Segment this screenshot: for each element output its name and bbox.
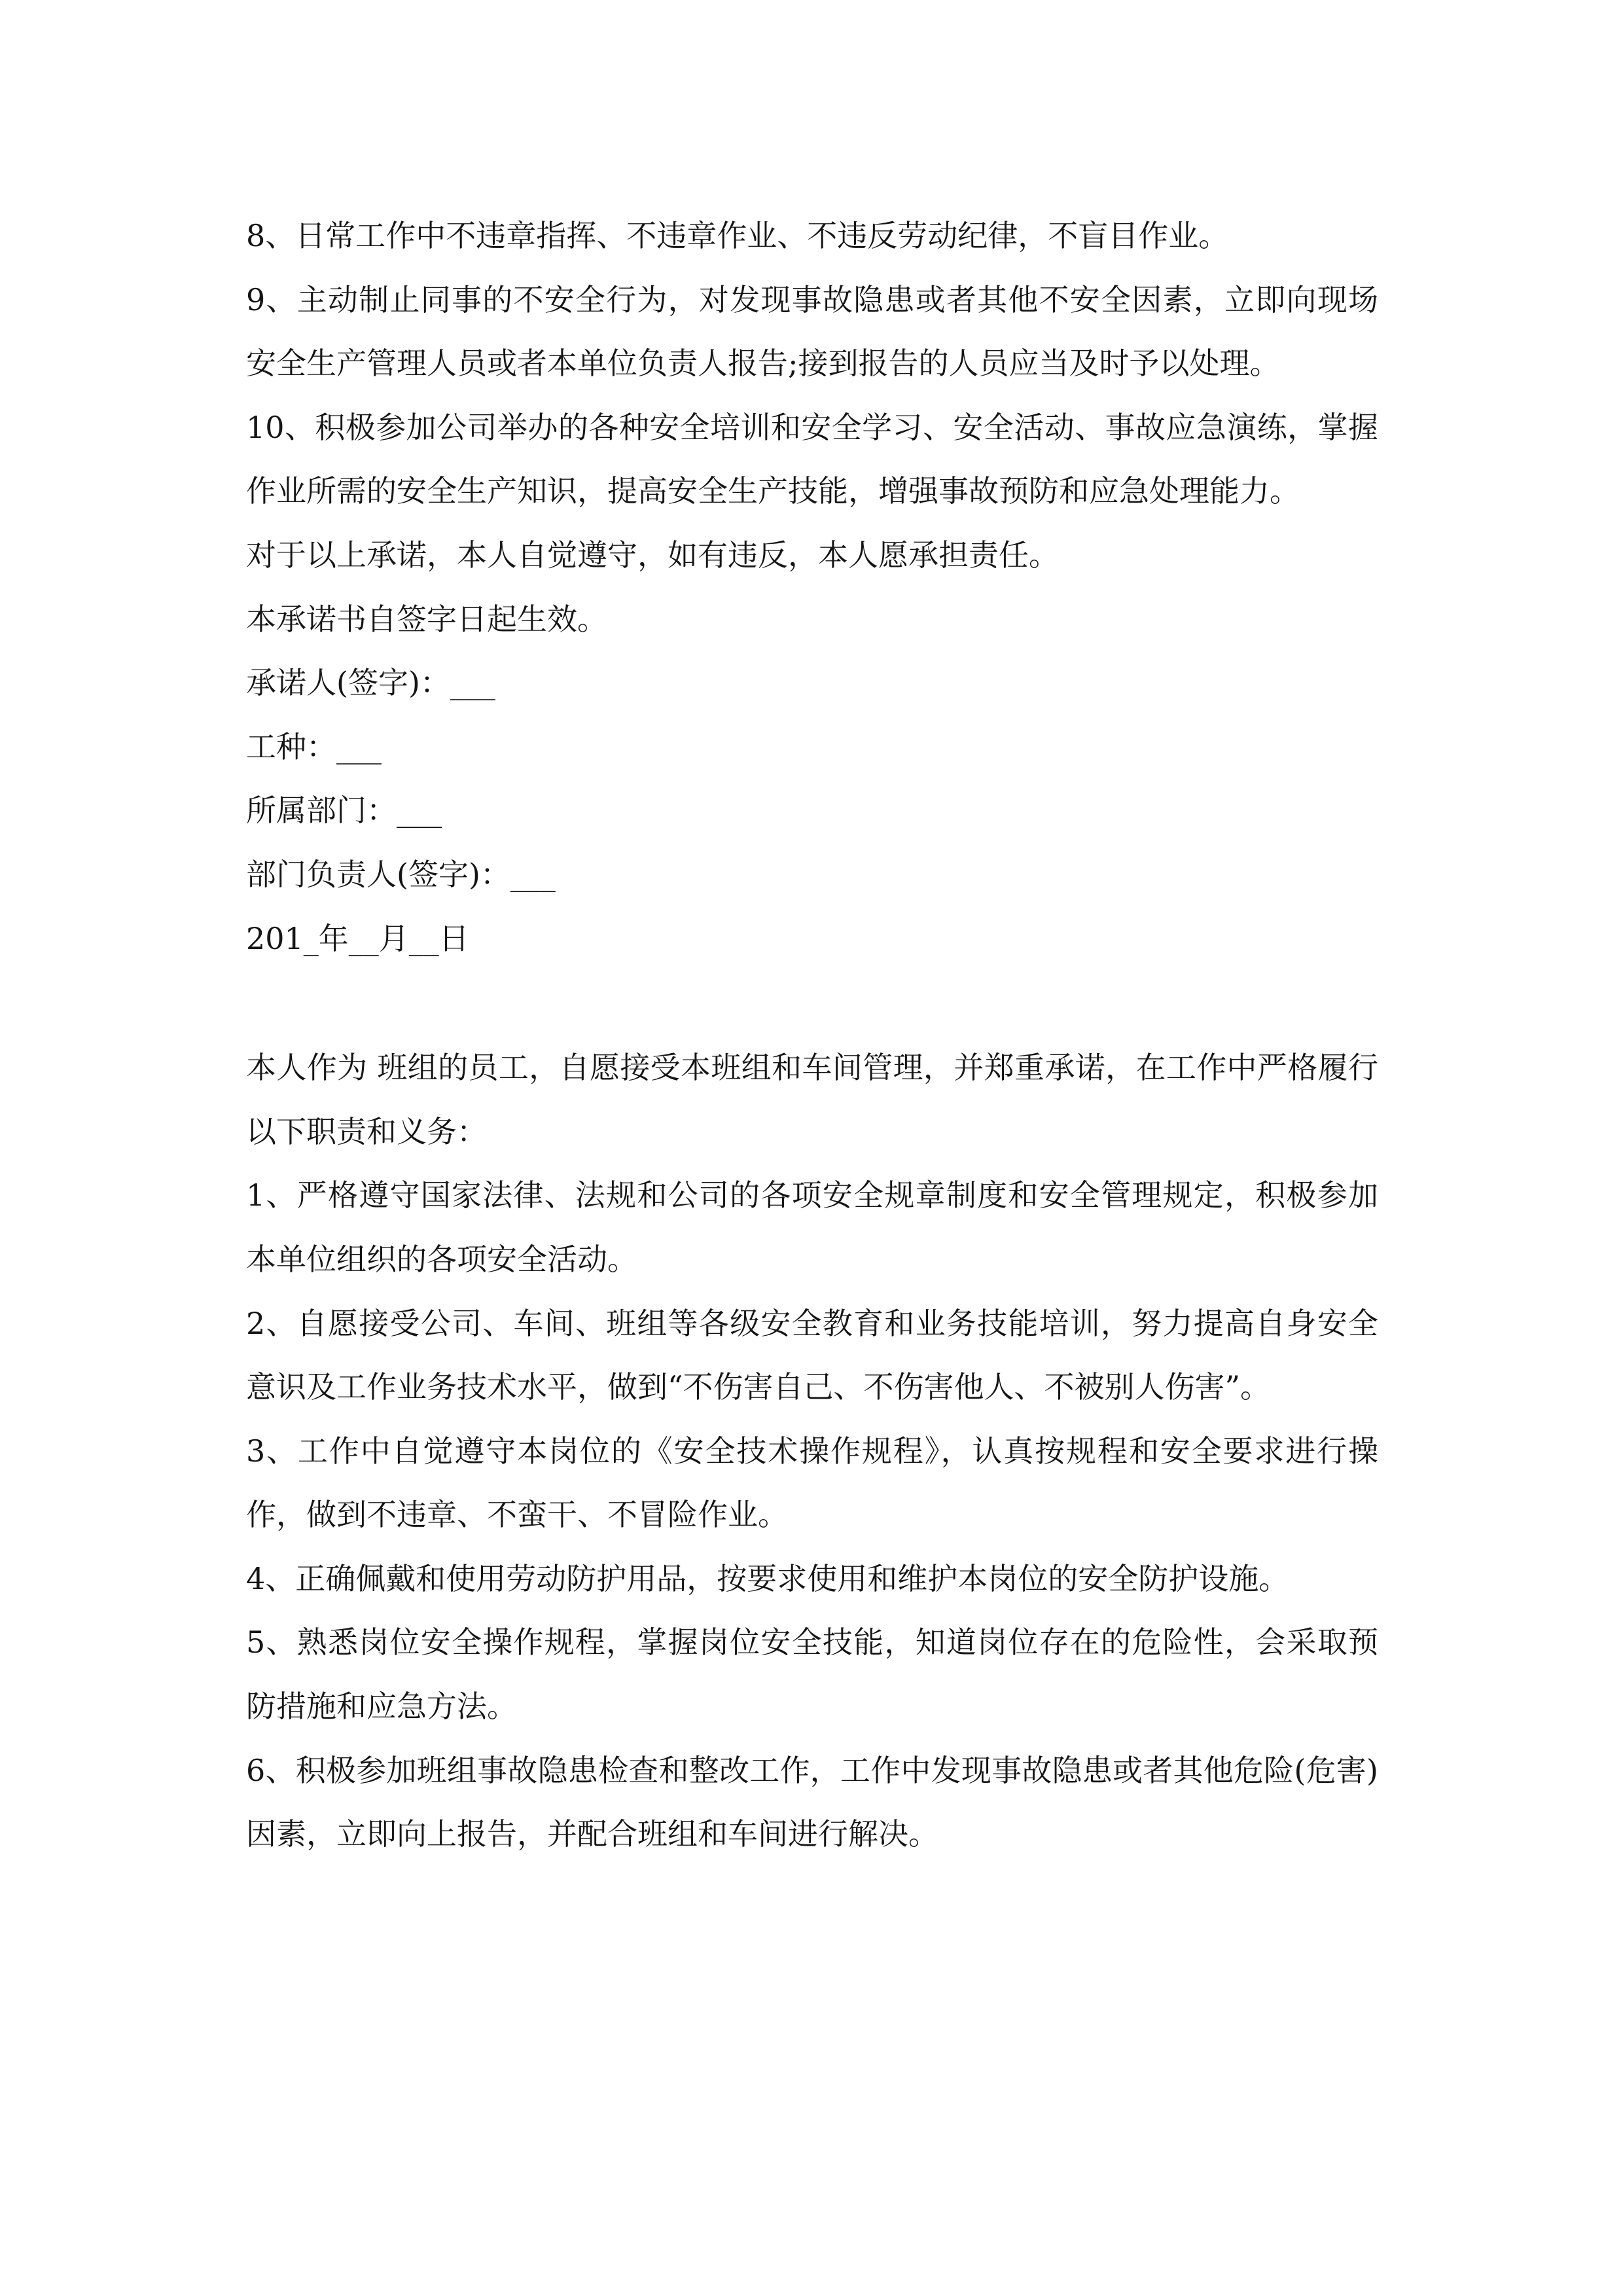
list-item: 1、严格遵守国家法律、法规和公司的各项安全规章制度和安全管理规定，积极参加本单位组织的各项安全活动。 [246,1177,1378,1277]
closing-statement: 对于以上承诺，本人自觉遵守，如有违反，本人愿承担责任。 [246,537,1059,573]
document-body [246,204,1378,1867]
list-item: 5、熟悉岗位安全操作规程，掌握岗位安全技能，知道岗位存在的危险性，会采取预防措施和应急方法。 [246,1624,1378,1725]
list-item: 9、主动制止同事的不安全行为，对发现事故隐患或者其他不安全因素，立即向现场安全生产管理人员或者本单位负责人报告;接到报告的人员应当及时予以处理。 [246,281,1378,382]
list-item: 8、日常工作中不违章指挥、不违章作业、不违反劳动纪律，不盲目作业。 [246,218,1229,253]
department-line: 所属部门：___ [246,793,442,829]
list-item: 4、正确佩戴和使用劳动防护用品，按要求使用和维护本岗位的安全防护设施。 [246,1560,1289,1596]
list-item: 3、工作中自觉遵守本岗位的《安全技术操作规程》，认真按规程和安全要求进行操作，做到不违章、不蛮干、不冒险作业。 [246,1433,1378,1533]
list-item: 6、积极参加班组事故隐患检查和整改工作，工作中发现事故隐患或者其他危险(危害)因素，立即向上报告，并配合班组和车间进行解决。 [246,1752,1378,1852]
job-type-line: 工种：___ [246,728,382,764]
section-gap [246,971,1378,1036]
list-item: 2、自愿接受公司、车间、班组等各级安全教育和业务技能培训，努力提高自身安全意识及工作业务技术水平，做到“不伤害自己、不伤害他人、不被别人伤害”。 [246,1305,1378,1405]
list-item: 10、积极参加公司举办的各种安全培训和安全学习、安全活动、事故应急演练，掌握作业所需的安全生产知识，提高安全生产技能，增强事故预防和应急处理能力。 [246,409,1378,509]
promisor-signature-line: 承诺人(签字)：___ [246,665,495,701]
dept-head-signature-line: 部门负责人(签字)：___ [246,856,556,892]
date-line: 201_年__月__日 [246,920,469,956]
effective-statement: 本承诺书自签字日起生效。 [246,601,607,637]
intro-paragraph: 本人作为 班组的员工，自愿接受本班组和车间管理，并郑重承诺，在工作中严格履行以下职责和义务： [246,1050,1378,1149]
